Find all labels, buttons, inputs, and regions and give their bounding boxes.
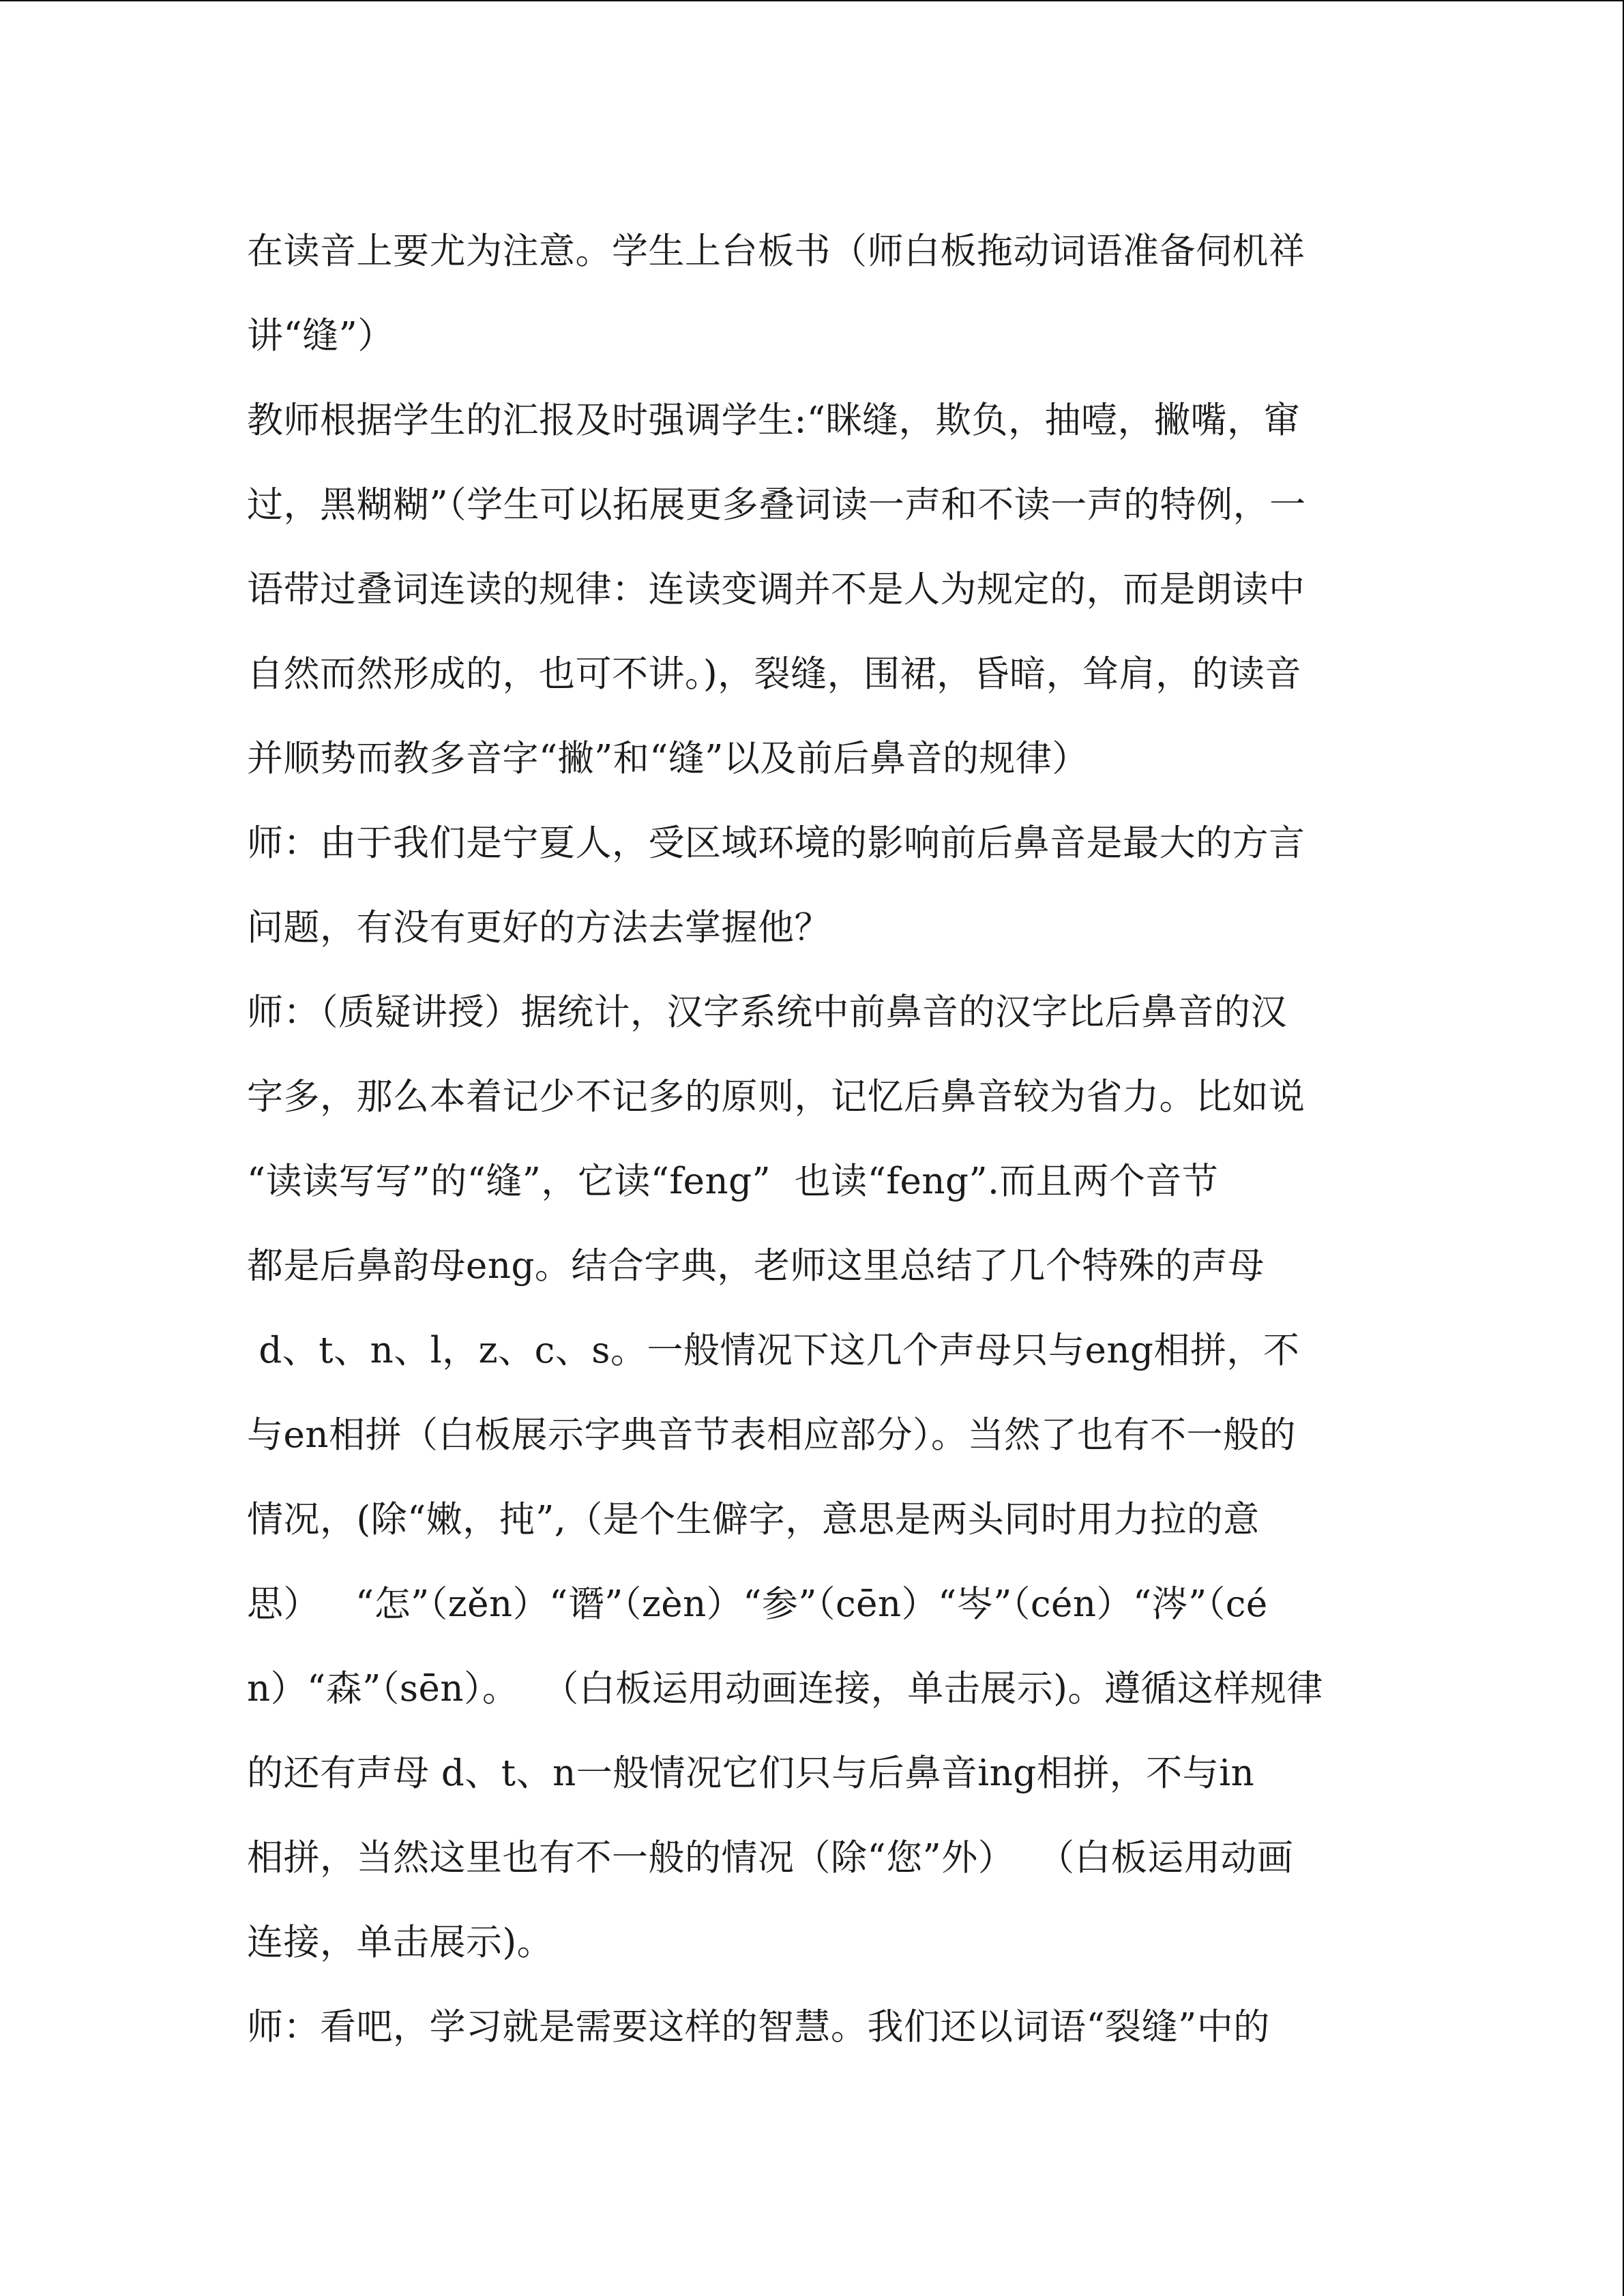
text-line: 在读音上要尤为注意。学生上台板书（师白板拖动词语准备伺机祥 <box>247 230 1305 272</box>
text-line: 教师根据学生的汇报及时强调学生:“眯缝，欺负，抽噎，撇嘴，窜 <box>247 400 1300 441</box>
text-line: 与en相拼（白板展示字典音节表相应部分）。当然了也有不一般的 <box>247 1414 1296 1456</box>
text-line: 连接，单击展示)。 <box>247 1922 554 1963</box>
text-line: 并顺势而教多音字“撇”和“缝”以及前后鼻音的规律） <box>247 738 1089 779</box>
text-line: 过，黑糊糊”（学生可以拓展更多叠词读一声和不读一声的特例，一 <box>247 484 1306 526</box>
text-line: 师：看吧，学习就是需要这样的智慧。我们还以词语“裂缝”中的 <box>247 2006 1270 2048</box>
text-line: 情况，(除“嫩，扽”,（是个生僻字，意思是两头同时用力拉的意 <box>247 1499 1260 1540</box>
text-line: 问题，有没有更好的方法去掌握他？ <box>247 907 831 949</box>
text-line: 讲“缝”） <box>247 315 394 357</box>
text-line: 字多，那么本着记少不记多的原则，记忆后鼻音较为省力。比如说 <box>247 1076 1305 1118</box>
text-line: 相拼，当然这里也有不一般的情况（除“您”外） （白板运用动画 <box>247 1837 1294 1879</box>
body-text <box>247 209 1379 2070</box>
text-line: 的还有声母 d、t、n一般情况它们只与后鼻音ing相拼，不与in <box>247 1753 1255 1794</box>
text-line: 都是后鼻韵母eng。结合字典，老师这里总结了几个特殊的声母 <box>247 1245 1265 1287</box>
text-line: 自然而然形成的，也可不讲。)，裂缝，围裙，昏暗，耸肩，的读音 <box>247 653 1302 695</box>
text-line: 师：由于我们是宁夏人，受区域环境的影响前后鼻音是最大的方言 <box>247 822 1305 864</box>
text-line: n）“森”（sēn）。 （白板运用动画连接，单击展示)。遵循这样规律 <box>247 1668 1323 1710</box>
text-line: d、t、n、l，z、c、s。一般情况下这几个声母只与eng相拼，不 <box>247 1330 1300 1371</box>
text-line: 思） “怎”（zěn）“谮”（zèn）“参”（cēn）“岑”（cén）“涔”（cé <box>247 1583 1268 1625</box>
text-line: 语带过叠词连读的规律：连读变调并不是人为规定的，而是朗读中 <box>247 569 1305 610</box>
text-line: 师：（质疑讲授）据统计，汉字系统中前鼻音的汉字比后鼻音的汉 <box>247 992 1287 1033</box>
text-line: “读读写写”的“缝”，它读“feng” 也读“feng”.而且两个音节 <box>247 1161 1219 1202</box>
